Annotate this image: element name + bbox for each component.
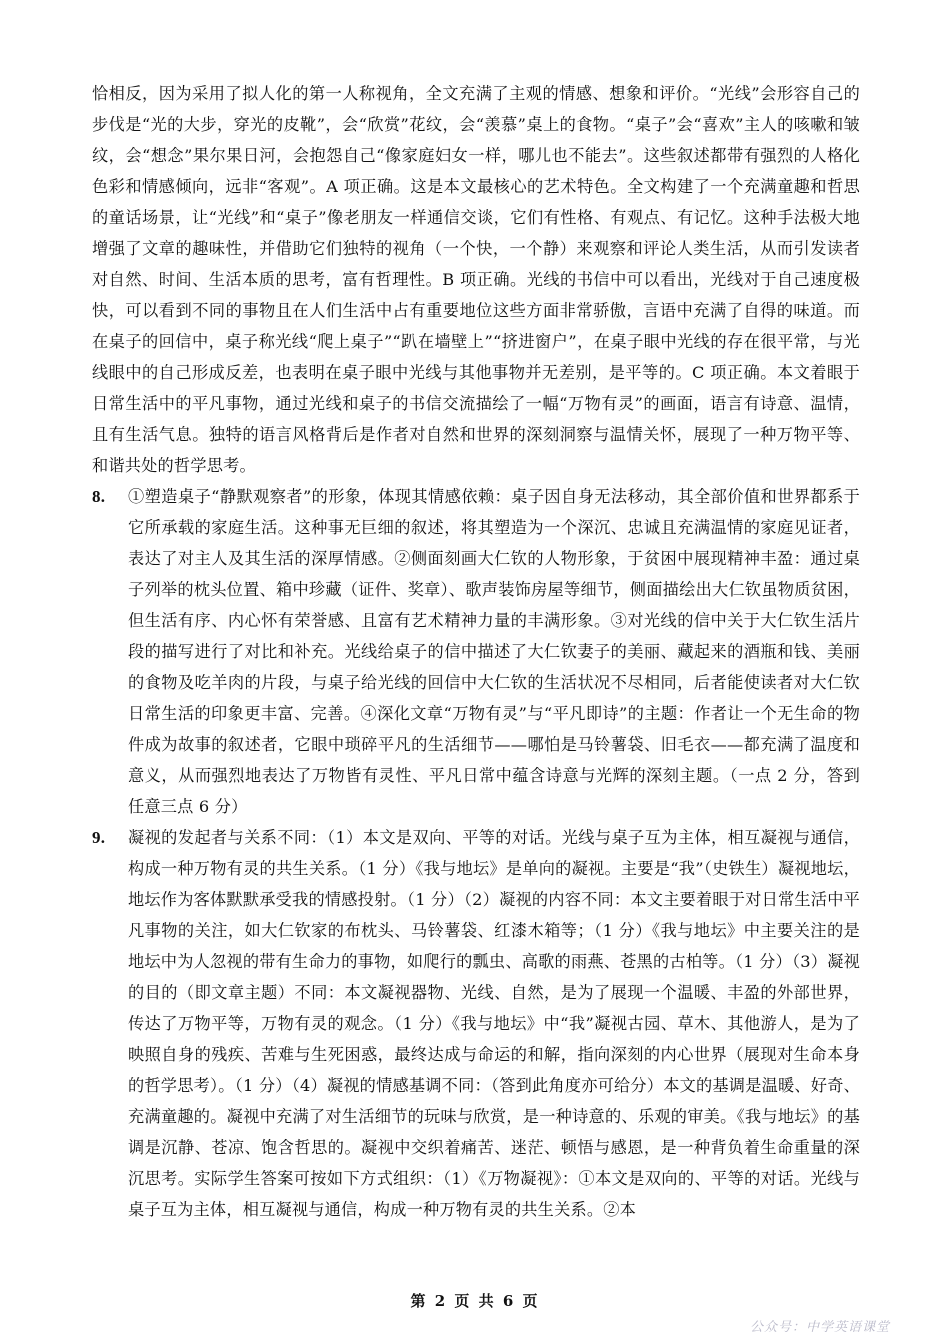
item-text: ①塑造桌子“静默观察者”的形象，体现其情感依赖：桌子因自身无法移动，其全部价值和世界都系于它所承载的家庭生活。这种事无巨细的叙述，将其塑造为一个深沉、忠诚且充满温情的家庭见证者，表达了对主人及其生活的深厚情感。②侧面刻画大仁钦的人物形象，于贫困中展现精神丰盈：通过桌子列举的枕头位置、箱中珍藏（证件、奖章）、歌声装饰房屋等细节，侧面描绘出大仁钦虽物质贫困，但生活有序、内心怀有荣誉感、且富有艺术精神力量的丰满形象。③对光线的信中关于大仁钦生活片段的描写进行了对比和补充。光线给桌子的信中描述了大仁钦妻子的美丽、藏起来的酒瓶和钱、美丽的食物及吃羊肉的片段，与桌子给光线的回信中大仁钦的生活状况不尽相同，后者能使读者对大仁钦日常生活的印象更丰富、完善。④深化文章“万物有灵”与“平凡即诗”的主题：作者让一个无生命的物件成为故事的叙述者，它眼中琐碎平凡的生活细节——哪怕是马铃薯袋、旧毛衣——都充满了温度和意义，从而强烈地表达了万物皆有灵性、平凡日常中蕴含诗意与光辉的深刻主题。（一点 2 分，答到任意三点 6 分） [128,487,860,816]
answer-content [92,78,860,1225]
item-number: 9. [92,828,106,847]
continuation-paragraph: 恰相反，因为采用了拟人化的第一人称视角，全文充满了主观的情感、想象和评价。“光线”会形容自己的步伐是“光的大步，穿光的皮靴”，会“欣赏”花纹，会“羡慕”桌上的食物。“桌子”会“喜欢”主人的咳嗽和皱纹，会“想念”果尔果日河，会抱怨自己“像家庭妇女一样，哪儿也不能去”。这些叙述都带有强烈的人格化色彩和情感倾向，远非“客观”。A 项正确。这是本文最核心的艺术特色。全文构建了一个充满童趣和哲思的童话场景，让“光线”和“桌子”像老朋友一样通信交谈，它们有性格、有观点、有记忆。这种手法极大地增强了文章的趣味性，并借助它们独特的视角（一个快，一个静）来观察和评论人类生活，从而引发读者对自然、时间、生活本质的思考，富有哲理性。B 项正确。光线的书信中可以看出，光线对于自己速度极快，可以看到不同的事物且在人们生活中占有重要地位这些方面非常骄傲，言语中充满了自得的味道。而在桌子的回信中，桌子称光线“爬上桌子”“趴在墙壁上”“挤进窗户”，在桌子眼中光线的存在很平常，与光线眼中的自己形成反差，也表明在桌子眼中光线与其他事物并无差别，是平等的。C 项正确。本文着眼于日常生活中的平凡事物，通过光线和桌子的书信交流描绘了一幅“万物有灵”的画面，语言有诗意、温情，且有生活气息。独特的语言风格背后是作者对自然和世界的深刻洞察与温情关怀，展现了一种万物平等、和谐共处的哲学思考。 [92,84,860,475]
watermark-text: 公众号：中学英语课堂 [749,1320,890,1335]
item-text: 凝视的发起者与关系不同：（1）本文是双向、平等的对话。光线与桌子互为主体，相互凝视与通信，构成一种万物有灵的共生关系。（1 分）《我与地坛》是单向的凝视。主要是“我”（史铁生）凝视地坛，地坛作为客体默默承受我的情感投射。（1 分）（2）凝视的内容不同：本文主要着眼于对日常生活中平凡事物的关注，如大仁钦家的布枕头、马铃薯袋、红漆木箱等；（1 分）《我与地坛》中主要关注的是地坛中为人忽视的带有生命力的事物，如爬行的瓢虫、高歌的雨燕、苍黑的古柏等。（1 分）（3）凝视的目的（即文章主题）不同：本文凝视器物、光线、自然，是为了展现一个温暖、丰盈的外部世界，传达了万物平等，万物有灵的观念。（1 分）《我与地坛》中“我”凝视古园、草木、其他游人，是为了映照自身的残疾、苦难与生死困惑，最终达成与命运的和解，指向深刻的内心世界（展现对生命本身的哲学思考）。（1 分）（4）凝视的情感基调不同：（答到此角度亦可给分）本文的基调是温暖、好奇、充满童趣的。凝视中充满了对生活细节的玩味与欣赏，是一种诗意的、乐观的审美。《我与地坛》的基调是沉静、苍凉、饱含哲思的。凝视中交织着痛苦、迷茫、顿悟与感恩，是一种背负着生命重量的深沉思考。实际学生答案可按如下方式组织：（1）《万物凝视》：①本文是双向的、平等的对话。光线与桌子互为主体，相互凝视与通信，构成一种万物有灵的共生关系。②本 [128,828,860,1219]
page-footer: 第 2 页 共 6 页 [410,1292,540,1310]
item-number: 8. [92,487,106,506]
answer-item-8 [92,481,860,822]
answer-item-9 [92,822,860,1225]
